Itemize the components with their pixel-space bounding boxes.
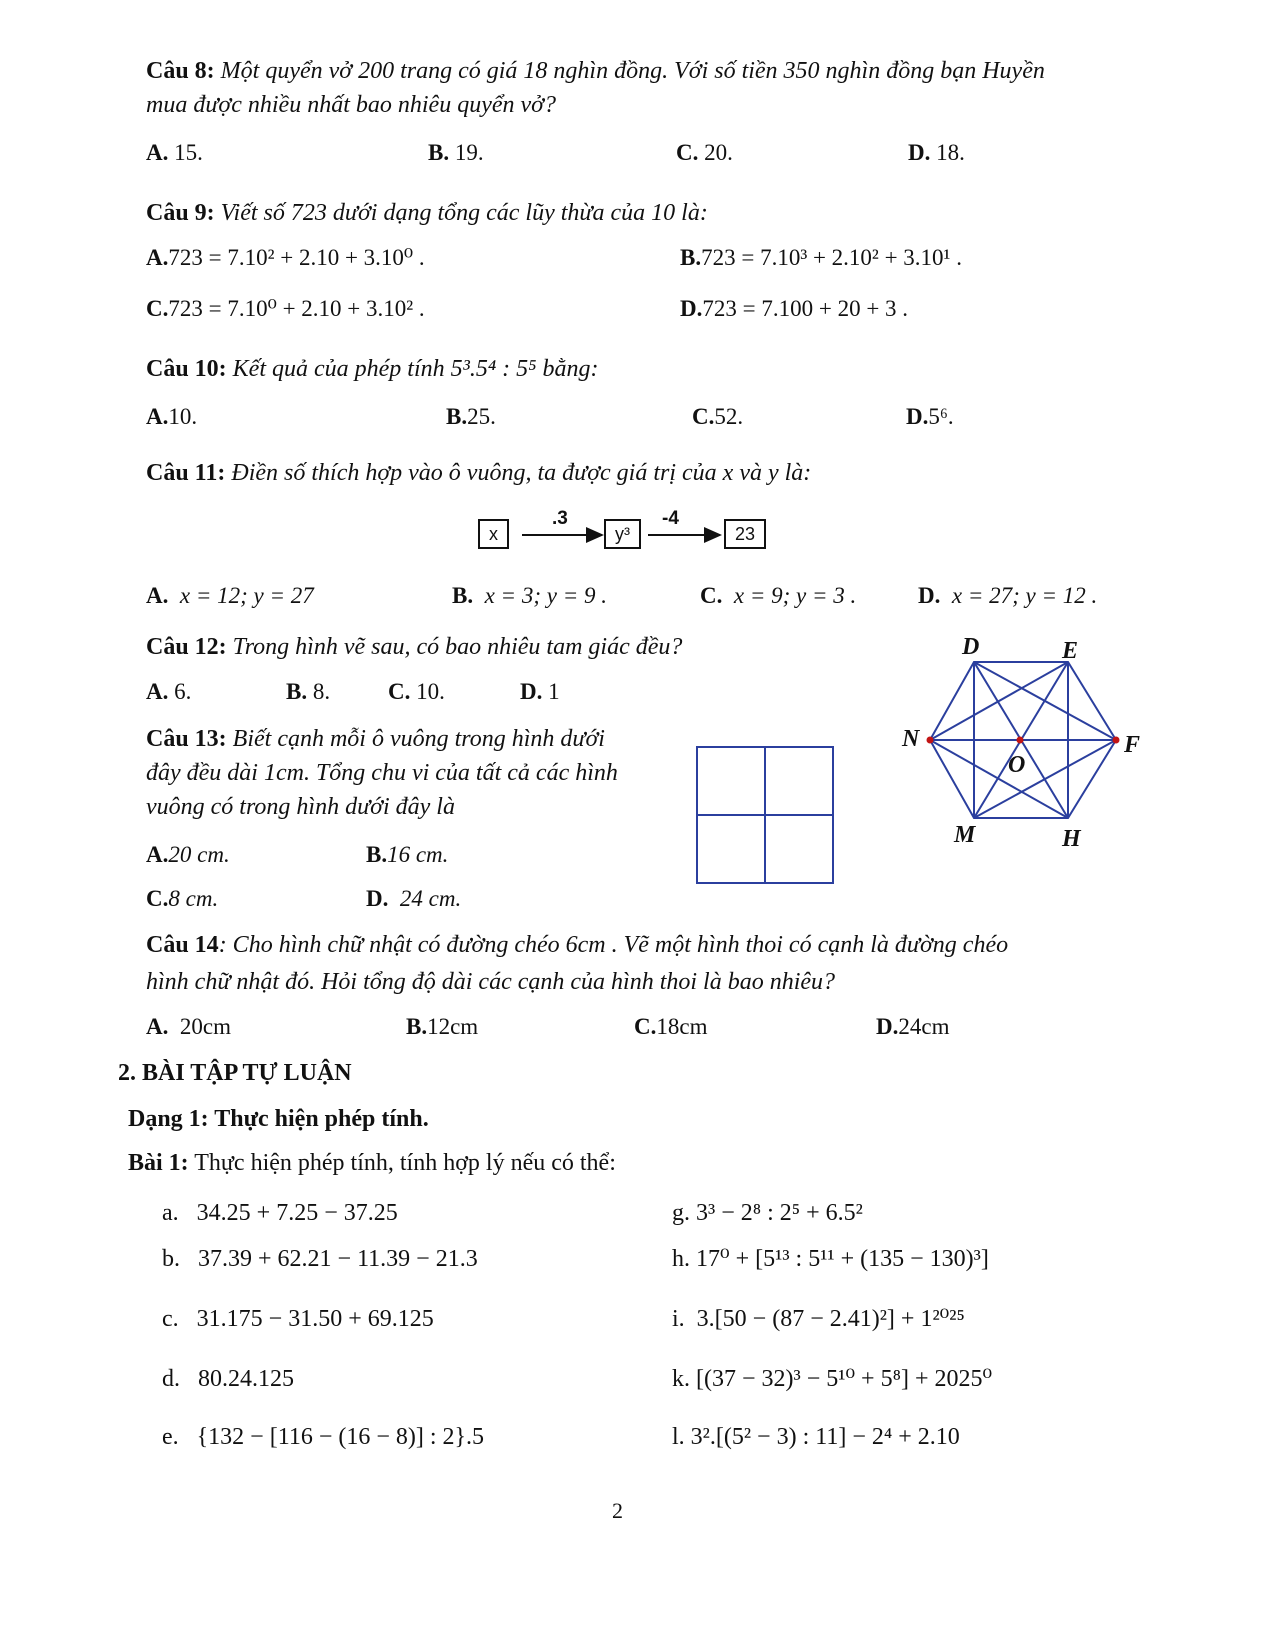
option-a: A. x = 12; y = 27 [146, 583, 314, 608]
option-c: C. 20. [676, 140, 733, 165]
square-grid-figure [696, 746, 836, 886]
question-text: Trong hình vẽ sau, có bao nhiêu tam giác đều? [232, 634, 683, 660]
question-text: Biết cạnh mỗi ô vuông trong hình dưới [232, 726, 605, 752]
question-label: Câu 13: [146, 726, 227, 752]
subsection-heading: Dạng 1: Thực hiện phép tính. [128, 1106, 429, 1132]
option-d: D.5⁶. [906, 404, 954, 429]
option-c: C.52. [692, 404, 744, 429]
question-label: Câu 8: [146, 58, 215, 84]
question-12 [146, 632, 682, 663]
exercise-item: k. [(37 − 32)³ − 5¹⁰ + 5⁸] + 2025⁰ [672, 1366, 993, 1392]
label-o: O [1008, 752, 1026, 778]
exercise-item: i. 3.[50 − (87 − 2.41)²] + 1²⁰²⁵ [672, 1306, 965, 1332]
question-text: Viết số 723 dưới dạng tổng các lũy thừa của 10 là: [220, 200, 708, 226]
question-11 [146, 458, 811, 489]
label-h: H [1062, 826, 1081, 852]
exercise-item: a. 34.25 + 7.25 − 37.25 [162, 1200, 398, 1226]
option-a: A.10. [146, 404, 198, 429]
question-label: Câu 10: [146, 356, 227, 382]
option-d: D.24cm [876, 1014, 950, 1039]
question-label: Câu 9: [146, 200, 215, 226]
point-n [927, 737, 934, 744]
option-d: D. 1 [520, 679, 560, 704]
question-text: : Cho hình chữ nhật có đường chéo 6cm . Vẽ một hình thoi có cạnh là đường chéo [218, 932, 1009, 958]
label-n: N [902, 726, 920, 752]
option-c: C. x = 9; y = 3 . [700, 583, 857, 608]
option-d: D. 18. [908, 140, 965, 165]
question-8-line2 [146, 90, 556, 121]
question-text: vuông có trong hình dưới đây là [146, 794, 455, 820]
point-f [1113, 737, 1120, 744]
option-c: C.723 = 7.10⁰ + 2.10 + 3.10² . [146, 296, 425, 321]
option-a: A. 6. [146, 679, 192, 704]
option-d: D. x = 27; y = 12 . [918, 583, 1098, 608]
hexagon-figure [890, 628, 1150, 858]
option-c: C.18cm [634, 1014, 708, 1039]
flow-arrows [522, 512, 842, 556]
exercise-item: b. 37.39 + 62.21 − 11.39 − 21.3 [162, 1246, 478, 1272]
option-b: B. 8. [286, 679, 331, 704]
option-c: C.8 cm. [146, 886, 219, 911]
section-heading: 2. BÀI TẬP TỰ LUẬN [118, 1060, 352, 1086]
exercise-item: g. 3³ − 2⁸ : 2⁵ + 6.5² [672, 1200, 863, 1226]
exercise-text: Thực hiện phép tính, tính hợp lý nếu có thể: [194, 1150, 616, 1176]
question-text: mua được nhiều nhất bao nhiêu quyển vở? [146, 92, 556, 118]
exercise-label: Bài 1: [128, 1150, 189, 1176]
option-b: B. 19. [428, 140, 484, 165]
option-d: D.723 = 7.100 + 20 + 3 . [680, 296, 909, 321]
option-c: C. 10. [388, 679, 445, 704]
question-text: Điền số thích hợp vào ô vuông, ta được giá trị của x và y là: [231, 460, 812, 486]
point-o [1017, 737, 1024, 744]
question-10 [146, 354, 599, 385]
question-label: Câu 11: [146, 460, 226, 486]
op-minus-4: -4 [662, 508, 679, 529]
option-a: A. 20cm [146, 1014, 231, 1039]
option-d: D. 24 cm. [366, 886, 462, 911]
question-14 [146, 930, 1008, 961]
exercise-item: h. 17⁰ + [5¹³ : 5¹¹ + (135 − 130)³] [672, 1246, 989, 1272]
exercise-item: d. 80.24.125 [162, 1366, 294, 1392]
question-13 [146, 724, 666, 823]
label-e: E [1062, 638, 1079, 664]
exercise-item: l. 3².[(5² − 3) : 11] − 2⁴ + 2.10 [672, 1424, 960, 1450]
question-text: Kết quả của phép tính 5³.5⁴ : 5⁵ bằng: [232, 356, 599, 382]
box-x: x [478, 519, 509, 549]
question-9 [146, 198, 708, 229]
option-b: B.723 = 7.10³ + 2.10² + 3.10¹ . [680, 245, 962, 270]
flow-diagram [478, 508, 778, 556]
box-23: 23 [724, 519, 766, 549]
box-y-cubed: y³ [604, 519, 641, 549]
exercise-item: c. 31.175 − 31.50 + 69.125 [162, 1306, 434, 1332]
question-text: Một quyển vở 200 trang có giá 18 nghìn đồng. Với số tiền 350 nghìn đồng bạn Huyền [220, 58, 1045, 84]
question-label: Câu 14 [146, 932, 219, 958]
question-14-line2 [146, 967, 835, 998]
exercise-intro [128, 1148, 616, 1178]
option-a: A.20 cm. [146, 842, 230, 867]
question-text: hình chữ nhật đó. Hỏi tổng độ dài các cạnh của hình thoi là bao nhiêu? [146, 969, 836, 995]
option-b: B. x = 3; y = 9 . [452, 583, 607, 608]
exercise-item: e. {132 − [116 − (16 − 8)] : 2}.5 [162, 1424, 485, 1450]
option-a: A.723 = 7.10² + 2.10 + 3.10⁰ . [146, 245, 425, 270]
label-d: D [962, 634, 980, 660]
option-b: B.12cm [406, 1014, 479, 1039]
label-f: F [1124, 732, 1141, 758]
question-8 [146, 56, 1156, 87]
option-b: B.16 cm. [366, 842, 449, 867]
page-number: 2 [612, 1498, 623, 1523]
question-text: đây đều dài 1cm. Tổng chu vi của tất cả các hình [146, 760, 618, 786]
option-b: B.25. [446, 404, 496, 429]
op-times-3: .3 [552, 508, 568, 529]
option-a: A. 15. [146, 140, 203, 165]
question-label: Câu 12: [146, 634, 227, 660]
label-m: M [954, 822, 976, 848]
